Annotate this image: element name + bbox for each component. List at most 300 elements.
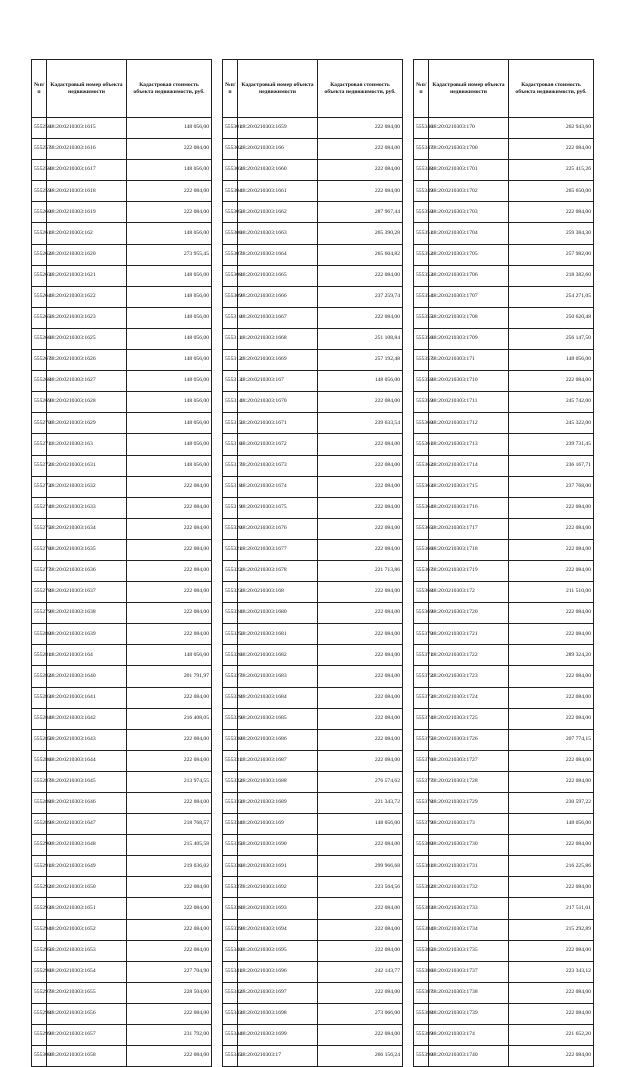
row-cadastral-number: 48:20:0210303:1655	[47, 982, 127, 1003]
row-num: 555323	[223, 582, 238, 603]
row-num: 555293	[32, 898, 47, 919]
row-cadastral-value: 148 056,00	[127, 160, 212, 181]
row-cadastral-value: 222 084,00	[318, 708, 403, 729]
row-num: 555272	[32, 455, 47, 476]
table-row	[32, 919, 212, 940]
table-row	[223, 118, 403, 139]
table-row	[32, 223, 212, 244]
row-cadastral-value: 221 713,86	[318, 560, 403, 581]
table-row	[414, 603, 594, 624]
table-row	[414, 160, 594, 181]
row-num: 555387	[414, 982, 429, 1003]
row-cadastral-number: 48:20:0210303:1740	[429, 1046, 509, 1067]
row-cadastral-value: 222 084,00	[127, 539, 212, 560]
row-cadastral-number: 48:20:0210303:1687	[238, 750, 318, 771]
row-num: 555300	[32, 1046, 47, 1067]
row-num: 555348	[414, 160, 429, 181]
row-cadastral-number: 48:20:0210303:1662	[238, 202, 318, 223]
header-cadastral-value: Кадастровая стоимость объекта недвижимости, руб.	[127, 60, 212, 118]
cadastral-table-1	[31, 59, 212, 1067]
table-row	[32, 1046, 212, 1067]
row-cadastral-value: 222 084,00	[509, 940, 594, 961]
row-num: 555303	[223, 160, 238, 181]
row-num: 555364	[414, 497, 429, 518]
row-cadastral-value: 148 056,00	[127, 286, 212, 307]
row-cadastral-value: 219 036,02	[127, 856, 212, 877]
row-cadastral-number: 48:20:0210303:1668	[238, 328, 318, 349]
row-cadastral-number: 48:20:0210303:1650	[47, 877, 127, 898]
row-num: 555354	[414, 286, 429, 307]
row-num: 555318	[223, 476, 238, 497]
row-num: 555324	[223, 603, 238, 624]
row-num: 555359	[414, 392, 429, 413]
row-cadastral-number: 48:20:0210303:1714	[429, 455, 509, 476]
row-cadastral-number: 48:20:0210303:1713	[429, 434, 509, 455]
row-num: 555331	[223, 750, 238, 771]
row-cadastral-number: 48:20:0210303:1738	[429, 982, 509, 1003]
row-num: 555373	[414, 687, 429, 708]
row-cadastral-value: 222 084,00	[318, 307, 403, 328]
row-cadastral-value: 245 742,00	[509, 392, 594, 413]
row-cadastral-value: 222 084,00	[127, 181, 212, 202]
table-row	[32, 350, 212, 371]
row-cadastral-value: 222 084,00	[509, 603, 594, 624]
row-cadastral-value: 257 982,00	[509, 244, 594, 265]
table-row	[414, 771, 594, 792]
table-row	[223, 223, 403, 244]
row-num: 555259	[32, 181, 47, 202]
row-num: 555270	[32, 413, 47, 434]
table-row	[223, 940, 403, 961]
row-num: 555275	[32, 518, 47, 539]
table-row	[223, 181, 403, 202]
table-row	[223, 539, 403, 560]
row-cadastral-value: 211 510,00	[509, 582, 594, 603]
row-num: 555386	[414, 961, 429, 982]
row-num: 555257	[32, 139, 47, 160]
row-cadastral-value: 222 084,00	[509, 539, 594, 560]
row-cadastral-number: 48:20:0210303:1665	[238, 265, 318, 286]
table-row	[32, 814, 212, 835]
table-row	[223, 476, 403, 497]
row-cadastral-value: 222 084,00	[127, 476, 212, 497]
row-num: 555335	[223, 835, 238, 856]
row-num: 555262	[32, 244, 47, 265]
row-cadastral-value: 262 943,60	[509, 118, 594, 139]
table-row	[223, 582, 403, 603]
table-row	[32, 793, 212, 814]
row-cadastral-number: 48:20:0210303:1618	[47, 181, 127, 202]
row-cadastral-number: 48:20:0210303:1711	[429, 392, 509, 413]
row-num: 555316	[223, 434, 238, 455]
row-num: 555285	[32, 729, 47, 750]
row-num: 555289	[32, 814, 47, 835]
row-cadastral-number: 48:20:0210303:1641	[47, 687, 127, 708]
row-cadastral-value: 299 966,68	[318, 856, 403, 877]
table-row	[414, 350, 594, 371]
row-cadastral-value: 222 084,00	[509, 708, 594, 729]
table-row	[32, 982, 212, 1003]
row-cadastral-value: 222 084,00	[509, 771, 594, 792]
row-cadastral-number: 48:20:0210303:1620	[47, 244, 127, 265]
row-num: 555355	[414, 307, 429, 328]
table-row	[32, 139, 212, 160]
table-row	[414, 835, 594, 856]
row-cadastral-number: 48:20:0210303:1677	[238, 539, 318, 560]
row-cadastral-number: 48:20:0210303:169	[238, 814, 318, 835]
row-num: 555280	[32, 624, 47, 645]
row-num: 555327	[223, 666, 238, 687]
row-num: 555366	[414, 539, 429, 560]
row-cadastral-value: 222 084,00	[318, 497, 403, 518]
row-num: 555361	[414, 434, 429, 455]
row-cadastral-number: 48:20:0210303:1673	[238, 455, 318, 476]
table-row	[32, 856, 212, 877]
row-num: 555281	[32, 645, 47, 666]
table-row	[223, 603, 403, 624]
row-cadastral-number: 48:20:0210303:1698	[238, 1003, 318, 1024]
row-cadastral-value: 231 792,00	[127, 1025, 212, 1046]
table-row	[414, 1025, 594, 1046]
row-cadastral-number: 48:20:0210303:1648	[47, 835, 127, 856]
table-row	[223, 307, 403, 328]
row-cadastral-number: 48:20:0210303:1623	[47, 307, 127, 328]
table-row	[223, 160, 403, 181]
table-row	[32, 835, 212, 856]
table-row	[414, 392, 594, 413]
row-cadastral-number: 48:20:0210303:1649	[47, 856, 127, 877]
row-cadastral-number: 48:20:0210303:1733	[429, 898, 509, 919]
row-cadastral-number: 48:20:0210303:1735	[429, 940, 509, 961]
row-num: 555265	[32, 307, 47, 328]
table-row	[223, 518, 403, 539]
row-num: 555343	[223, 1003, 238, 1024]
row-cadastral-value: 227 704,90	[127, 961, 212, 982]
row-cadastral-number: 48:20:0210303:1660	[238, 160, 318, 181]
table-row	[223, 139, 403, 160]
row-num: 555383	[414, 898, 429, 919]
row-num: 555315	[223, 413, 238, 434]
row-cadastral-value: 222 084,00	[318, 455, 403, 476]
row-num: 555304	[223, 181, 238, 202]
header-cadastral-value: Кадастровая стоимость объекта недвижимости, руб.	[509, 60, 594, 118]
row-num: 555381	[414, 856, 429, 877]
row-cadastral-value: 222 084,00	[318, 181, 403, 202]
table-row	[414, 982, 594, 1003]
table-row	[32, 729, 212, 750]
row-cadastral-value: 222 084,00	[318, 139, 403, 160]
row-num: 555290	[32, 835, 47, 856]
table-row	[414, 202, 594, 223]
row-num: 555332	[223, 771, 238, 792]
row-cadastral-number: 48:20:0210303:1718	[429, 539, 509, 560]
row-cadastral-value: 222 084,00	[509, 1003, 594, 1024]
row-cadastral-value: 148 056,00	[127, 455, 212, 476]
table-row	[414, 539, 594, 560]
row-cadastral-number: 48:20:0210303:1725	[429, 708, 509, 729]
row-num: 555385	[414, 940, 429, 961]
row-cadastral-number: 48:20:0210303:1699	[238, 1025, 318, 1046]
table-row	[32, 940, 212, 961]
row-cadastral-number: 48:20:0210303:1647	[47, 814, 127, 835]
row-num: 555295	[32, 940, 47, 961]
row-num: 555282	[32, 666, 47, 687]
row-cadastral-number: 48:20:0210303:1631	[47, 455, 127, 476]
table-row	[32, 160, 212, 181]
row-cadastral-value: 222 084,00	[318, 624, 403, 645]
row-cadastral-number: 48:20:0210303:1615	[47, 118, 127, 139]
row-cadastral-value: 218 768,57	[127, 814, 212, 835]
row-cadastral-value: 239 731,45	[509, 434, 594, 455]
row-cadastral-number: 48:20:0210303:1644	[47, 750, 127, 771]
table-row	[414, 624, 594, 645]
row-cadastral-value: 148 056,00	[127, 223, 212, 244]
row-cadastral-value: 222 084,00	[509, 982, 594, 1003]
row-cadastral-number: 48:20:0210303:1739	[429, 1003, 509, 1024]
row-cadastral-number: 48:20:0210303:1719	[429, 560, 509, 581]
table-row	[414, 961, 594, 982]
row-num: 555276	[32, 539, 47, 560]
table-row	[32, 307, 212, 328]
table-row	[223, 856, 403, 877]
row-cadastral-number: 48:20:0210303:166	[238, 139, 318, 160]
header-cadastral-number: Кадастровый номер объекта недвижимости	[429, 60, 509, 118]
row-cadastral-value: 222 084,00	[318, 750, 403, 771]
row-num: 555320	[223, 518, 238, 539]
row-cadastral-number: 48:20:0210303:174	[429, 1025, 509, 1046]
row-cadastral-number: 48:20:0210303:1721	[429, 624, 509, 645]
row-num: 555287	[32, 771, 47, 792]
row-cadastral-number: 48:20:0210303:1683	[238, 666, 318, 687]
row-cadastral-value: 265 604,82	[318, 244, 403, 265]
table-row	[223, 898, 403, 919]
row-cadastral-number: 48:20:0210303:1640	[47, 666, 127, 687]
row-num: 555379	[414, 814, 429, 835]
row-num: 555277	[32, 560, 47, 581]
row-cadastral-number: 48:20:0210303:1639	[47, 624, 127, 645]
row-cadastral-number: 48:20:0210303:164	[47, 645, 127, 666]
row-cadastral-number: 48:20:0210303:1678	[238, 560, 318, 581]
table-row	[223, 560, 403, 581]
row-cadastral-number: 48:20:0210303:1659	[238, 118, 318, 139]
row-cadastral-value: 218 382,60	[509, 265, 594, 286]
row-cadastral-value: 148 056,00	[127, 118, 212, 139]
row-num: 555389	[414, 1025, 429, 1046]
row-cadastral-value: 148 056,00	[127, 413, 212, 434]
row-cadastral-value: 222 084,00	[509, 560, 594, 581]
table-row	[32, 413, 212, 434]
row-cadastral-number: 48:20:0210303:1684	[238, 687, 318, 708]
row-cadastral-number: 48:20:0210303:1691	[238, 856, 318, 877]
row-cadastral-value: 222 084,00	[127, 518, 212, 539]
row-cadastral-value: 215 292,89	[509, 919, 594, 940]
row-cadastral-value: 148 056,00	[127, 371, 212, 392]
row-cadastral-number: 48:20:0210303:173	[429, 814, 509, 835]
table-row	[32, 118, 212, 139]
row-cadastral-number: 48:20:0210303:1710	[429, 371, 509, 392]
row-cadastral-number: 48:20:0210303:1667	[238, 307, 318, 328]
row-cadastral-number: 48:20:0210303:1737	[429, 961, 509, 982]
table-row	[32, 582, 212, 603]
table-row	[223, 286, 403, 307]
row-cadastral-value: 222 084,00	[318, 434, 403, 455]
row-cadastral-number: 48:20:0210303:1646	[47, 793, 127, 814]
table-row	[414, 856, 594, 877]
table-row	[414, 328, 594, 349]
row-num: 555357	[414, 350, 429, 371]
row-cadastral-number: 48:20:0210303:1726	[429, 729, 509, 750]
row-num: 555284	[32, 708, 47, 729]
row-cadastral-number: 48:20:0210303:1633	[47, 497, 127, 518]
row-cadastral-value: 148 056,00	[127, 265, 212, 286]
row-cadastral-value: 237 768,00	[509, 476, 594, 497]
row-num: 555336	[223, 856, 238, 877]
table-row	[223, 687, 403, 708]
cadastral-table-2	[222, 59, 403, 1067]
row-cadastral-number: 48:20:0210303:1693	[238, 898, 318, 919]
table-row	[223, 328, 403, 349]
row-cadastral-number: 48:20:0210303:1724	[429, 687, 509, 708]
table-row	[32, 560, 212, 581]
row-cadastral-value: 222 084,00	[509, 666, 594, 687]
table-row	[414, 793, 594, 814]
row-cadastral-number: 48:20:0210303:1652	[47, 919, 127, 940]
row-cadastral-value: 207 774,15	[509, 729, 594, 750]
table-row	[223, 814, 403, 835]
table-row	[414, 666, 594, 687]
row-num: 555362	[414, 455, 429, 476]
row-cadastral-value: 213 974,55	[127, 771, 212, 792]
row-cadastral-value: 222 084,00	[127, 1003, 212, 1024]
row-cadastral-value: 222 084,00	[318, 729, 403, 750]
row-num: 555286	[32, 750, 47, 771]
row-cadastral-number: 48:20:0210303:1688	[238, 771, 318, 792]
row-cadastral-number: 48:20:0210303:1621	[47, 265, 127, 286]
table-row	[32, 666, 212, 687]
row-num: 555299	[32, 1025, 47, 1046]
row-cadastral-value: 250 620,48	[509, 307, 594, 328]
row-cadastral-value: 148 056,00	[509, 350, 594, 371]
row-cadastral-number: 48:20:0210303:1635	[47, 539, 127, 560]
row-cadastral-value: 148 056,00	[127, 350, 212, 371]
table-row	[32, 877, 212, 898]
row-cadastral-number: 48:20:0210303:1701	[429, 160, 509, 181]
row-num: 555330	[223, 729, 238, 750]
row-num: 555321	[223, 539, 238, 560]
table-row	[414, 265, 594, 286]
row-num: 555342	[223, 982, 238, 1003]
row-cadastral-value: 222 084,00	[127, 919, 212, 940]
row-num: 555326	[223, 645, 238, 666]
table-row	[414, 455, 594, 476]
row-cadastral-value: 222 084,00	[509, 202, 594, 223]
table-row	[414, 413, 594, 434]
row-num: 555267	[32, 350, 47, 371]
row-cadastral-value: 148 056,00	[127, 328, 212, 349]
row-cadastral-value: 265 390,28	[318, 223, 403, 244]
row-num: 555258	[32, 160, 47, 181]
table-row	[223, 1025, 403, 1046]
header-num: №п/п	[32, 60, 47, 118]
row-cadastral-number: 48:20:0210303:1645	[47, 771, 127, 792]
row-cadastral-number: 48:20:0210303:1697	[238, 982, 318, 1003]
row-num: 555274	[32, 497, 47, 518]
table-row	[32, 455, 212, 476]
row-num: 555346	[414, 118, 429, 139]
row-cadastral-number: 48:20:0210303:1705	[429, 244, 509, 265]
row-num: 555352	[414, 244, 429, 265]
row-cadastral-number: 48:20:0210303:163	[47, 434, 127, 455]
row-cadastral-value: 222 084,00	[509, 1046, 594, 1067]
table-row	[223, 392, 403, 413]
table-row	[223, 961, 403, 982]
table-row	[223, 750, 403, 771]
row-cadastral-value: 222 084,00	[509, 877, 594, 898]
table-row	[32, 371, 212, 392]
row-num: 555307	[223, 244, 238, 265]
row-num: 555305	[223, 202, 238, 223]
row-cadastral-value: 222 084,00	[318, 645, 403, 666]
row-cadastral-number: 48:20:0210303:1632	[47, 476, 127, 497]
table-row	[223, 624, 403, 645]
row-cadastral-number: 48:20:0210303:1730	[429, 835, 509, 856]
row-num: 555345	[223, 1046, 238, 1067]
table-row	[32, 750, 212, 771]
table-row	[223, 793, 403, 814]
row-num: 555294	[32, 919, 47, 940]
row-num: 555319	[223, 497, 238, 518]
row-num: 555312	[223, 350, 238, 371]
table-row	[32, 286, 212, 307]
row-cadastral-number: 48:20:0210303:1627	[47, 371, 127, 392]
row-cadastral-value: 222 084,00	[318, 666, 403, 687]
row-cadastral-number: 48:20:0210303:1669	[238, 350, 318, 371]
table-row	[32, 1003, 212, 1024]
row-cadastral-value: 265 650,00	[509, 181, 594, 202]
row-cadastral-number: 48:20:0210303:1636	[47, 560, 127, 581]
row-cadastral-value: 148 056,00	[318, 814, 403, 835]
row-cadastral-value: 217 511,01	[509, 898, 594, 919]
row-num: 555273	[32, 476, 47, 497]
row-num: 555378	[414, 793, 429, 814]
row-cadastral-value: 222 084,00	[318, 518, 403, 539]
row-cadastral-value: 222 084,00	[127, 940, 212, 961]
row-cadastral-number: 48:20:0210303:1707	[429, 286, 509, 307]
row-num: 555328	[223, 687, 238, 708]
row-cadastral-value: 148 056,00	[127, 434, 212, 455]
table-row	[414, 708, 594, 729]
row-num: 555322	[223, 560, 238, 581]
row-num: 555297	[32, 982, 47, 1003]
table-row	[414, 750, 594, 771]
row-num: 555382	[414, 877, 429, 898]
row-cadastral-number: 48:20:0210303:1654	[47, 961, 127, 982]
row-cadastral-number: 48:20:0210303:1715	[429, 476, 509, 497]
row-cadastral-value: 222 084,00	[318, 118, 403, 139]
row-num: 555278	[32, 582, 47, 603]
row-cadastral-value: 273 955,45	[127, 244, 212, 265]
row-cadastral-number: 48:20:0210303:1708	[429, 307, 509, 328]
row-num: 555341	[223, 961, 238, 982]
row-cadastral-value: 148 056,00	[509, 814, 594, 835]
row-num: 555298	[32, 1003, 47, 1024]
row-num: 555283	[32, 687, 47, 708]
row-cadastral-number: 48:20:0210303:1694	[238, 919, 318, 940]
table-row	[414, 560, 594, 581]
row-cadastral-value: 148 056,00	[127, 392, 212, 413]
table-row	[223, 434, 403, 455]
row-num: 555268	[32, 371, 47, 392]
